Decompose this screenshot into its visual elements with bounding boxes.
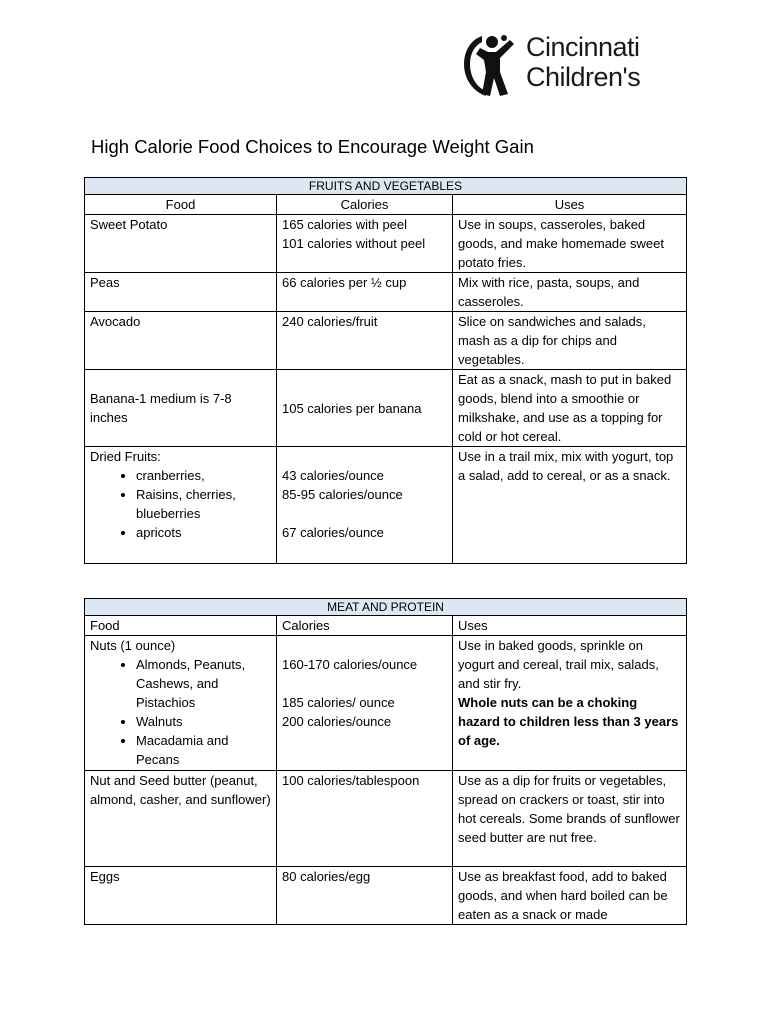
page-title: High Calorie Food Choices to Encourage Weight Gain [91,136,534,157]
food-heading: Dried Fruits: [90,449,161,464]
column-header-uses: Uses [453,616,687,636]
calories-cell: 80 calories/egg [277,867,453,925]
uses-cell: Use in soups, casseroles, baked goods, and make homemade sweet potato fries. [453,215,687,273]
food-cell [85,447,277,564]
calories-cell: 105 calories per banana [277,370,453,447]
uses-cell: Eat as a snack, mash to put in baked goods, blend into a smoothie or milkshake, and use as a topping for cold or hot cereal. [453,370,687,447]
calories-line: 185 calories/ ounce [282,695,395,710]
table-row [85,636,687,771]
food-cell: Nut and Seed butter (peanut, almond, casher, and sunflower) [85,771,277,867]
choking-warning: Whole nuts can be a choking hazard to children less than 3 years of age. [458,695,679,748]
list-item: • Macadamia and Pecans [136,731,271,769]
calories-line: 200 calories/ounce [282,714,392,729]
cincinnati-childrens-logo [462,30,682,98]
food-cell: Avocado [85,312,277,370]
table-row [85,370,687,447]
meat-protein-table [84,598,687,925]
food-cell: Eggs [85,867,277,925]
table-header-row [85,616,687,636]
child-figure-logo-icon [462,32,520,100]
calories-cell: 240 calories/fruit [277,312,453,370]
list-item: • cranberries, [136,466,271,485]
food-bullet-list [90,655,271,769]
table-row [85,867,687,925]
food-cell: Sweet Potato [85,215,277,273]
column-header-uses: Uses [453,195,687,215]
food-bullet-list [90,466,271,542]
food-heading: Nuts (1 ounce) [90,638,176,653]
calories-line: 165 calories with peel [282,217,408,232]
calories-line: 43 calories/ounce [282,468,384,483]
uses-cell: Use in a trail mix, mix with yogurt, top a salad, add to cereal, or as a snack. [453,447,687,564]
calories-cell [277,215,453,273]
calories-cell [277,447,453,564]
column-header-food: Food [85,616,277,636]
food-cell: Banana-1 medium is 7-8 inches [85,370,277,447]
column-header-food: Food [85,195,277,215]
section-banner-fruits [85,178,687,195]
calories-line: 160-170 calories/ounce [282,657,418,672]
calories-line: 67 calories/ounce [282,525,384,540]
logo-line-2: Children's [526,62,641,92]
table-row [85,312,687,370]
calories-line: 101 calories without peel [282,236,426,251]
calories-cell [277,636,453,771]
uses-cell: Use as breakfast food, add to baked goods, and when hard boiled can be eaten as a snack or made [453,867,687,925]
section-title: MEAT AND PROTEIN [85,599,687,616]
calories-cell: 66 calories per ½ cup [277,273,453,312]
uses-cell [453,636,687,771]
calories-cell: 100 calories/tablespoon [277,771,453,867]
uses-text: Use in baked goods, sprinkle on yogurt and cereal, trail mix, salads, and stir fry. [458,638,659,691]
column-header-calories: Calories [277,616,453,636]
list-item: • Raisins, cherries, blueberries [136,485,271,523]
calories-line: 85-95 calories/ounce [282,487,403,502]
food-cell: Peas [85,273,277,312]
uses-cell: Use as a dip for fruits or vegetables, spread on crackers or toast, stir into hot cereals. Some brands of sunflower seed butter are nut free. [453,771,687,867]
column-header-calories: Calories [277,195,453,215]
fruits-vegetables-table [84,177,687,564]
section-title: FRUITS AND VEGETABLES [85,178,687,195]
list-item: • Walnuts [136,712,271,731]
list-item: • Almonds, Peanuts, Cashews, and Pistachios [136,655,271,712]
section-banner-meat [85,599,687,616]
uses-cell: Slice on sandwiches and salads, mash as a dip for chips and vegetables. [453,312,687,370]
table-row [85,215,687,273]
list-item: • apricots [136,523,271,542]
table-row [85,447,687,564]
table-row [85,771,687,867]
food-cell [85,636,277,771]
logo-line-1: Cincinnati [526,32,640,62]
table-row [85,273,687,312]
uses-cell: Mix with rice, pasta, soups, and casseroles. [453,273,687,312]
table-header-row [85,195,687,215]
